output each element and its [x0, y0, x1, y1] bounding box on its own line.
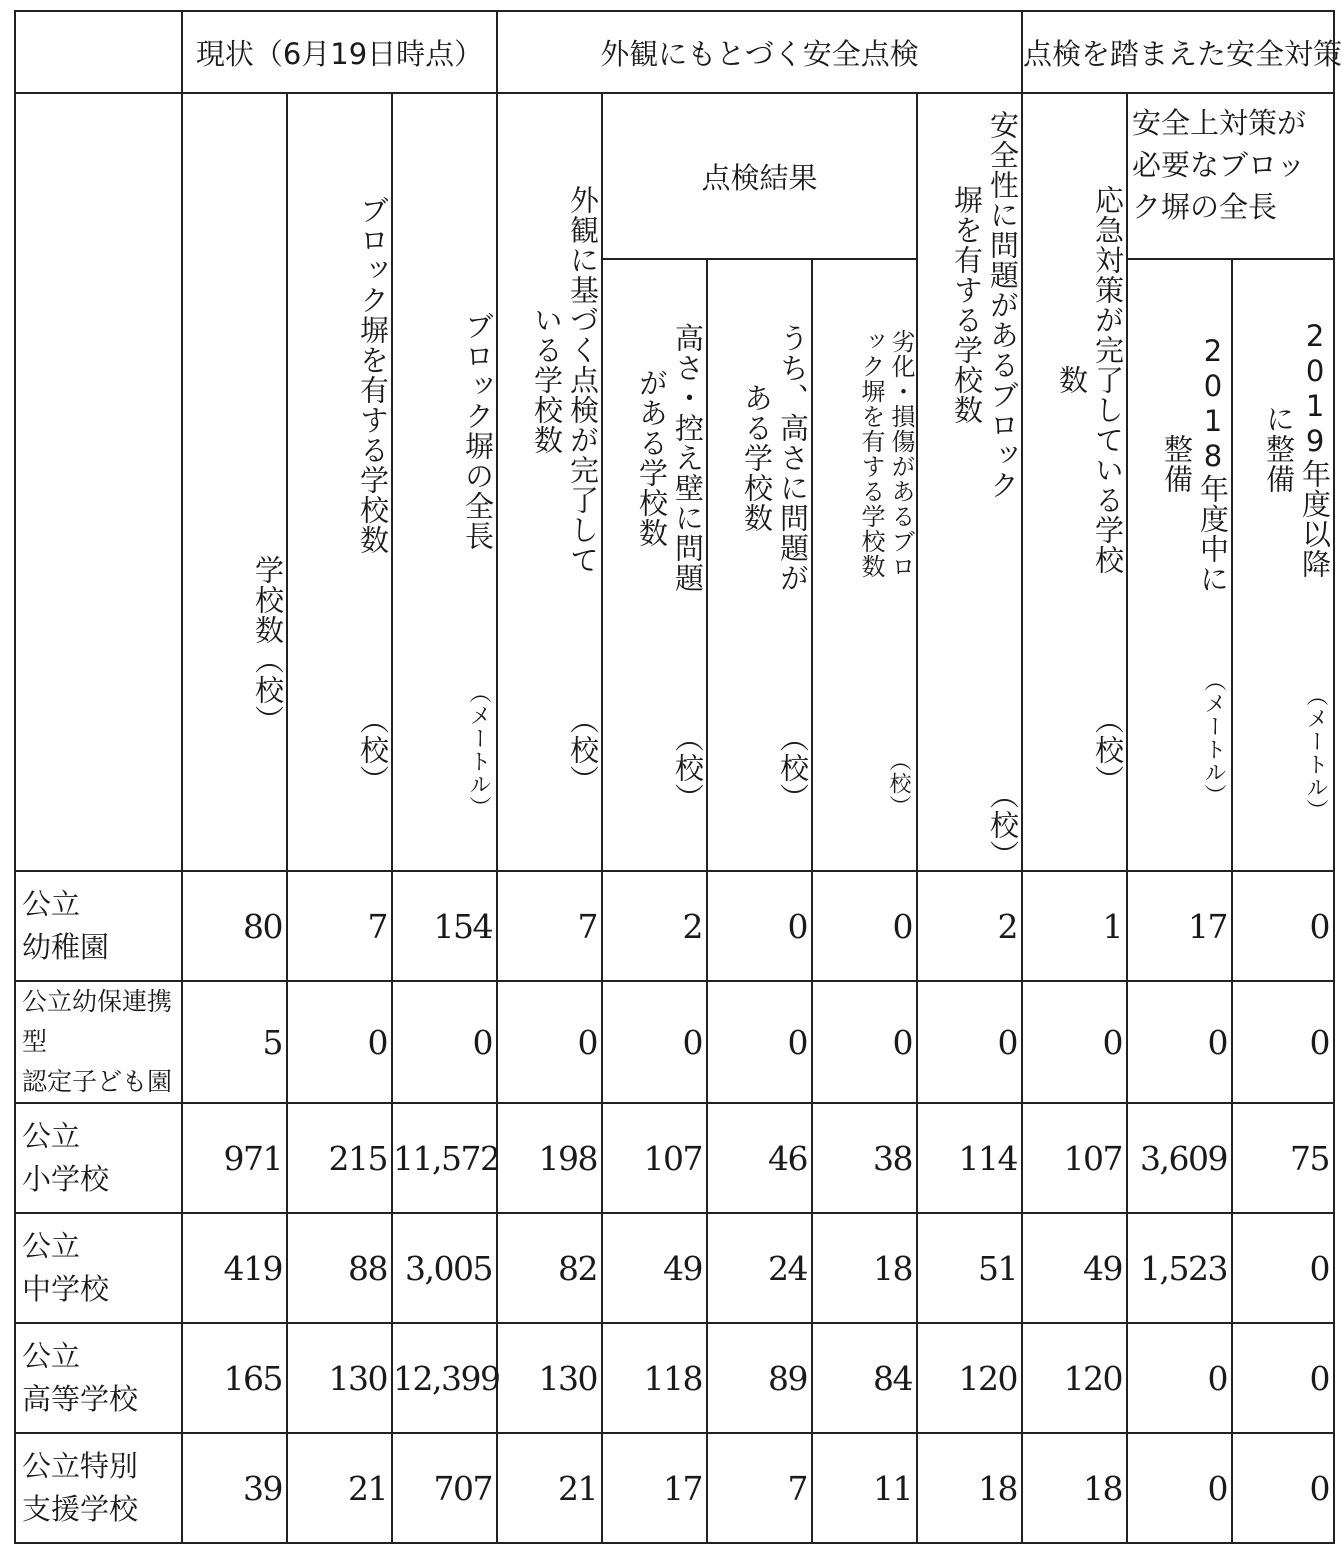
- header-fy2019: 2019年度以降に整備 （メートル）: [1232, 259, 1334, 871]
- cell: 88: [287, 1213, 392, 1323]
- cell: 11,572: [392, 1103, 497, 1213]
- cell: 21: [497, 1433, 602, 1543]
- cell: 39: [182, 1433, 287, 1543]
- group-current: 現状（6月19日時点）: [182, 11, 497, 93]
- cell: 154: [392, 871, 497, 981]
- cell: 107: [1022, 1103, 1127, 1213]
- corner-cell: [15, 11, 182, 93]
- cell: 118: [602, 1323, 707, 1433]
- cell: 107: [602, 1103, 707, 1213]
- header-inspected: 外観に基づく点検が完了している学校数 （校）: [497, 93, 602, 871]
- cell: 80: [182, 871, 287, 981]
- cell: 707: [392, 1433, 497, 1543]
- cell: 2: [917, 871, 1022, 981]
- cell: 120: [1022, 1323, 1127, 1433]
- header-length-group: 安全上対策が必要なブロック塀の全長: [1127, 93, 1334, 259]
- cell: 0: [1127, 1433, 1232, 1543]
- table-row: [15, 981, 1334, 1103]
- cell: 0: [1232, 1433, 1334, 1543]
- cell: 89: [707, 1323, 812, 1433]
- cell: 0: [1232, 1213, 1334, 1323]
- cell: 18: [917, 1433, 1022, 1543]
- cell: 18: [1022, 1433, 1127, 1543]
- cell: 0: [1127, 981, 1232, 1103]
- cell: 3,005: [392, 1213, 497, 1323]
- cell: 120: [917, 1323, 1022, 1433]
- cell: 1: [1022, 871, 1127, 981]
- cell: 0: [497, 981, 602, 1103]
- cell: 7: [707, 1433, 812, 1543]
- cell: 7: [497, 871, 602, 981]
- cell: 21: [287, 1433, 392, 1543]
- row-label: 公立特別 支援学校: [15, 1433, 182, 1543]
- row-label: 公立 高等学校: [15, 1323, 182, 1433]
- cell: 971: [182, 1103, 287, 1213]
- cell: 130: [497, 1323, 602, 1433]
- block-wall-table: [14, 10, 1342, 1544]
- header-emergency: 応急対策が完了している学校数 （校）: [1022, 93, 1127, 871]
- cell: 419: [182, 1213, 287, 1323]
- row-label: 公立幼保連携型 認定子ども園: [15, 981, 182, 1103]
- cell: 24: [707, 1213, 812, 1323]
- cell: 0: [392, 981, 497, 1103]
- header-result-group: 点検結果: [602, 93, 917, 259]
- header-height-issue: 高さ・控え壁に問題がある学校数 （校）: [602, 259, 707, 871]
- cell: 49: [1022, 1213, 1127, 1323]
- header-deteriorated: 劣化・損傷があるブロック塀を有する学校数 （校）: [812, 259, 917, 871]
- row-label: 公立 幼稚園: [15, 871, 182, 981]
- cell: 11: [812, 1433, 917, 1543]
- header-fy2018: 2018年度中に整備 （メートル）: [1127, 259, 1232, 871]
- cell: 0: [602, 981, 707, 1103]
- header-height-only: うち、高さに問題がある学校数 （校）: [707, 259, 812, 871]
- cell: 165: [182, 1323, 287, 1433]
- cell: 12,399: [392, 1323, 497, 1433]
- group-measures: 点検を踏まえた安全対策: [1022, 11, 1334, 93]
- cell: 84: [812, 1323, 917, 1433]
- cell: 0: [812, 981, 917, 1103]
- cell: 215: [287, 1103, 392, 1213]
- header-schools: 学校数 （校）: [182, 93, 287, 871]
- cell: 2: [602, 871, 707, 981]
- cell: 0: [287, 981, 392, 1103]
- cell: 75: [1232, 1103, 1334, 1213]
- cell: 0: [1022, 981, 1127, 1103]
- cell: 5: [182, 981, 287, 1103]
- cell: 0: [707, 981, 812, 1103]
- cell: 130: [287, 1323, 392, 1433]
- table-row: [15, 1433, 1334, 1543]
- cell: 7: [287, 871, 392, 981]
- cell: 114: [917, 1103, 1022, 1213]
- cell: 46: [707, 1103, 812, 1213]
- table-row: [15, 1103, 1334, 1213]
- cell: 0: [1232, 871, 1334, 981]
- cell: 82: [497, 1213, 602, 1323]
- cell: 0: [707, 871, 812, 981]
- cell: 3,609: [1127, 1103, 1232, 1213]
- header-wall-length: ブロック塀の全長 （メートル）: [392, 93, 497, 871]
- cell: 38: [812, 1103, 917, 1213]
- cell: 18: [812, 1213, 917, 1323]
- header-with-wall: ブロック塀を有する学校数 （校）: [287, 93, 392, 871]
- cell: 51: [917, 1213, 1022, 1323]
- cell: 49: [602, 1213, 707, 1323]
- row-label: 公立 中学校: [15, 1213, 182, 1323]
- cell: 0: [1232, 1323, 1334, 1433]
- cell: 0: [1232, 981, 1334, 1103]
- cell: 0: [917, 981, 1022, 1103]
- table-row: [15, 871, 1334, 981]
- header-unsafe: 安全性に問題があるブロック塀を有する学校数 （校）: [917, 93, 1022, 871]
- cell: 17: [602, 1433, 707, 1543]
- cell: 0: [1127, 1323, 1232, 1433]
- group-inspection: 外観にもとづく安全点検: [497, 11, 1022, 93]
- row-label-header: [15, 93, 182, 871]
- table-row: [15, 1323, 1334, 1433]
- table-row: [15, 1213, 1334, 1323]
- cell: 1,523: [1127, 1213, 1232, 1323]
- cell: 198: [497, 1103, 602, 1213]
- cell: 0: [812, 871, 917, 981]
- cell: 17: [1127, 871, 1232, 981]
- row-label: 公立 小学校: [15, 1103, 182, 1213]
